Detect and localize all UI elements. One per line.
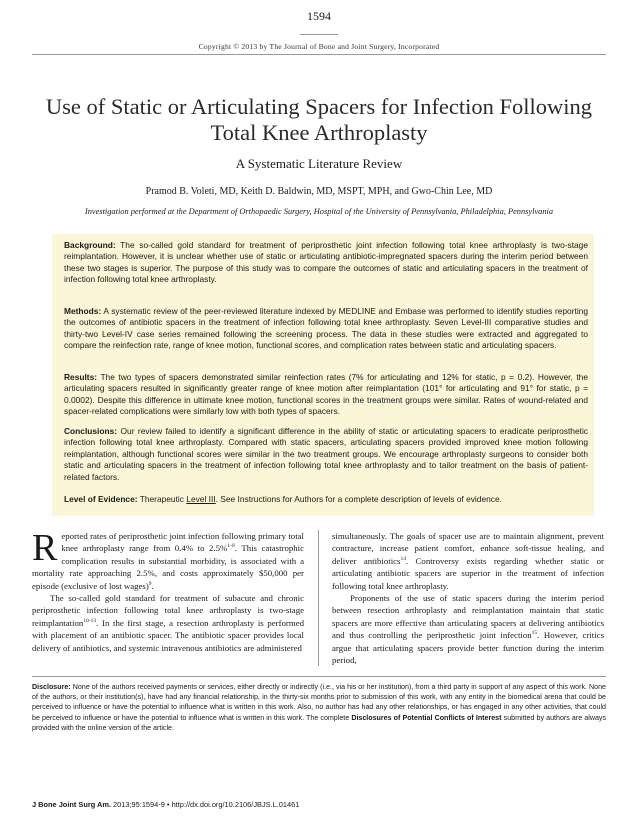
disclosure-label: Disclosure: bbox=[32, 683, 71, 691]
body-text: . Controversy exists regarding whether static or articulating antibiotic spacers are superior in the treatment of infection following total knee arthroplasty. bbox=[332, 555, 604, 591]
disclosure-rule bbox=[32, 676, 606, 677]
citation-ref[interactable]: 9 bbox=[148, 580, 152, 587]
header-rule-short bbox=[300, 34, 338, 35]
conclusions-label: Conclusions: bbox=[64, 426, 118, 436]
methods-text: A systematic review of the peer-reviewed literature indexed by MEDLINE and Embase was performed to identify studies reporting the outcomes of antibiotic spacers in the treatment of infection following total knee arthroplasty. Seven Level-III comparative studies and thirty-two Level-IV case series remained following the screening process. The data in these studies were extracted and aggregated to compare the reinfection rate, range of knee motion, functional scores, and complication rates between static and articulating spacers. bbox=[64, 306, 588, 351]
level-text-pre: Therapeutic bbox=[139, 494, 184, 504]
body-text: . However, critics argue that articulating spacers provide better function during the interim period, bbox=[332, 630, 604, 666]
doi-link[interactable]: http://dx.doi.org/10.2106/JBJS.L.01461 bbox=[171, 800, 300, 809]
citation-details: 2013;95:1594-9 bbox=[113, 800, 165, 809]
body-paragraph bbox=[332, 592, 604, 666]
dropcap: R bbox=[32, 527, 58, 569]
article-subtitle: A Systematic Literature Review bbox=[235, 156, 403, 171]
page-number: 1594 bbox=[307, 9, 331, 23]
citation-ref[interactable]: 1-8 bbox=[227, 543, 235, 550]
body-text: simultaneously. The goals of spacer use are to maintain alignment, prevent contracture, increase patient comfort, enhance soft-tissue healing, and deliver antibiotics bbox=[332, 531, 604, 566]
body-text: eported rates of periprosthetic joint infection following primary total knee arthroplasty range from 0.4% to 2.5% bbox=[61, 531, 304, 554]
conflicts-of-interest-link[interactable]: Disclosures of Potential Conflicts of Interest bbox=[351, 713, 502, 722]
disclosure-text: None of the authors received payments or services, either directly or indirectly (i.e., via his or her institution), from a third party in support of any aspect of this work. None of the authors, or their institution(s), have had any financial relationship, in the thirty-six months prior to submission of this work, with any entity in the biomedical arena that could be perceived to influence or have the potential to influence what is written in this work. Also, no author has had any other relationships, or has engaged in any other activities, that could be perceived to influence or have the potential to influence what is written in this work. The complete bbox=[32, 683, 606, 722]
methods-label: Methods: bbox=[64, 306, 102, 316]
article-title: Use of Static or Articulating Spacers for Infection Following Total Knee Arthroplasty bbox=[45, 94, 593, 145]
body-paragraph bbox=[32, 527, 305, 592]
journal-abbrev: J Bone Joint Surg Am. bbox=[32, 800, 111, 809]
body-text: . bbox=[151, 580, 154, 591]
body-paragraph bbox=[32, 592, 304, 654]
disclosure-text-end: submitted by authors are always provided with the online version of the article. bbox=[32, 713, 606, 732]
body-text: Proponents of the use of static spacers during the interim period between resection arthroplasty and reimplantation maintain that static spacers are more effective than articulating spacers at delivering antibiotics and thus controlling the periprosthetic joint infection bbox=[332, 593, 604, 641]
background-text: The so-called gold standard for treatment of periprosthetic joint infection following total knee arthroplasty is two-stage reimplantation. However, it is unclear whether use of static or articulating antibiotic-impregnated spacers during the interim period between these two stages is superior. The purpose of this study was to compare the outcomes of static and articulating spacers in the treatment of infection following total knee arthroplasty. bbox=[64, 240, 589, 285]
body-text: . In the first stage, a resection arthroplasty is performed with placement of an antibiotic spacer. The antibiotic spacer provides local delivery of antibiotics, and systemic intravenous antibiotics are administered bbox=[32, 617, 304, 653]
abstract-results bbox=[64, 372, 588, 418]
citation-footer bbox=[32, 800, 299, 809]
results-text: The two types of spacers demonstrated similar reinfection rates (7% for articulating and 12% for static, p = 0.2). However, the articulating spacers resulted in significantly greater range of knee motion after reimplantation (101° for articulating and 91° for static, p = 0.0002). Despite this difference in ultimate knee motion, functional scores in the treatment groups were similar. Rates of wound-related and spacer-related complications were similarly low with both types of spacers. bbox=[64, 372, 588, 417]
disclosure bbox=[32, 682, 606, 733]
conclusions-text: Our review failed to identify a significant difference in the ability of static or articulating spacers to eradicate periprosthetic infection following total knee arthroplasty. Compared with static spacers, articulating spacers provided improved knee motion following reimplantation, although functional scores were similar in the two treatment groups. We encourage arthroplasty surgeons to consider both static and articulating spacers in the treatment of infection following total knee arthroplasty and to tailor treatment on the basis of patient-related factors. bbox=[64, 426, 588, 482]
bullet-separator: • bbox=[166, 800, 170, 809]
abstract-conclusions bbox=[64, 426, 588, 483]
citation-ref[interactable]: 15 bbox=[531, 630, 538, 637]
abstract-methods bbox=[64, 306, 588, 352]
affiliation: Investigation performed at the Department of Orthopaedic Surgery, Hospital of the University of Pennsylvania, Philadelphia, Pennsylvania bbox=[84, 207, 554, 216]
body-column-left bbox=[32, 527, 305, 654]
level-label: Level of Evidence: bbox=[64, 494, 138, 504]
level-text-post: . See Instructions for Authors for a complete description of levels of evidence. bbox=[215, 494, 502, 504]
body-paragraph bbox=[332, 530, 604, 592]
column-divider bbox=[318, 530, 319, 666]
level-of-evidence-link[interactable]: Level III bbox=[186, 494, 216, 504]
author-list: Pramod B. Voleti, MD, Keith D. Baldwin, MD, MSPT, MPH, and Gwo-Chin Lee, MD bbox=[145, 186, 493, 197]
abstract-level bbox=[64, 494, 588, 505]
citation-ref[interactable]: 14 bbox=[400, 555, 406, 562]
body-text: The so-called gold standard for treatment of subacute and chronic periprosthetic infection following total knee arthroplasty is two-stage reimplantation bbox=[32, 593, 304, 628]
background-label: Background: bbox=[64, 240, 116, 250]
header-rule bbox=[32, 54, 606, 55]
body-text: . This catastrophic complication results in substantial morbidity, is associated with a mortality rate approaching 2.5%, and costs approximately $50,000 per episode (exclusive of lost wages) bbox=[32, 543, 305, 591]
abstract-background bbox=[64, 240, 588, 286]
results-label: Results: bbox=[64, 372, 98, 382]
citation-ref[interactable]: 10-13 bbox=[83, 617, 97, 624]
copyright-line: Copyright © 2013 by The Journal of Bone and Joint Surgery, Incorporated bbox=[198, 42, 440, 51]
body-column-right bbox=[332, 530, 604, 666]
